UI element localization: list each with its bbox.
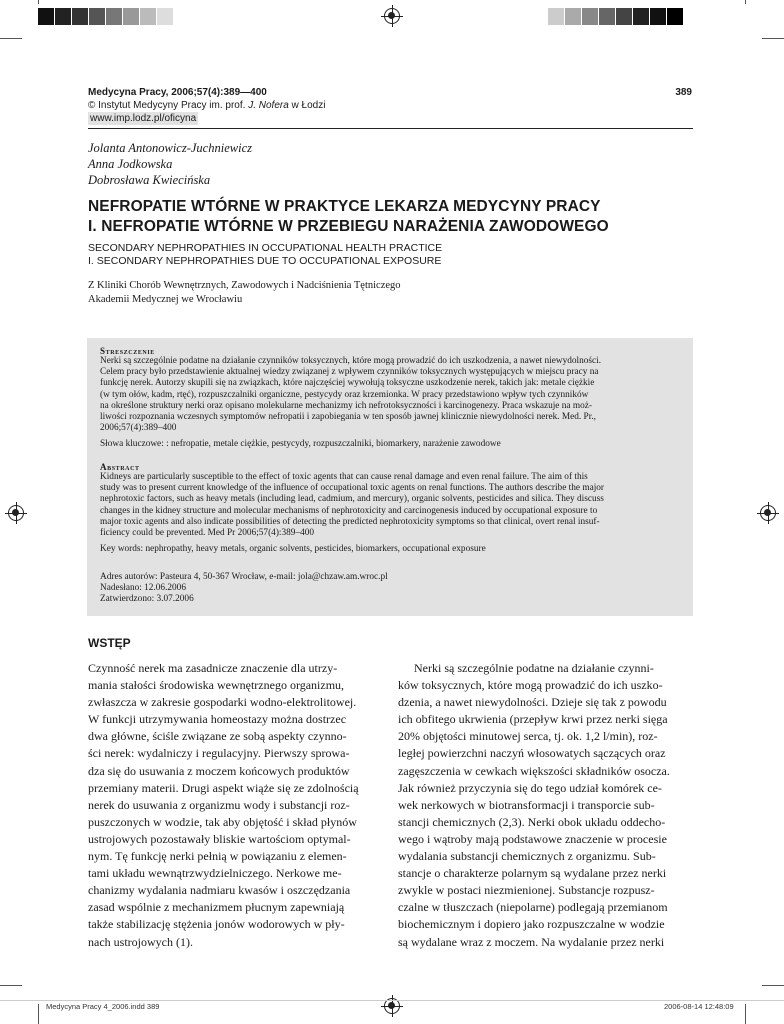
crop-mark — [762, 38, 784, 39]
article-title-english: SECONDARY NEPHROPATHIES IN OCCUPATIONAL HEALTH PRACTICE I. SECONDARY NEPHROPATHIES DUE TO OCCUPATIONAL EXPOSURE — [88, 242, 443, 267]
accepted-date: Zatwierdzono: 3.07.2006 — [100, 594, 194, 605]
journal-website-link[interactable]: www.imp.lodz.pl/oficyna — [90, 113, 197, 124]
copyright-line: © Instytut Medycyny Pracy im. prof. J. Nofera w Łodzi — [88, 100, 326, 111]
registration-mark-top-icon — [384, 8, 400, 24]
keywords: Key words: nephropathy, heavy metals, organic solvents, pesticides, biomarkers, occupational exposure — [100, 544, 486, 555]
footer-timestamp: 2006-08-14 12:48:09 — [664, 1002, 734, 1011]
keywords: Słowa kluczowe: : nefropatie, metale ciężkie, pestycydy, rozpuszczalniki, biomarkery, narażenie zawodowe — [100, 439, 501, 450]
abstract-text: Nerki są szczególnie podatne na działanie czynników toksycznych, które mogą prowadzić do ich uszkodzenia, a nawet niewydolności. Celem pracy było przedstawienie aktualnej wiedzy związanej z wpływem czynników toksycznych występujących w miejscu pracy na funkcję nerek. Autorzy skupili się na związkach, które najczęściej wywołują toksyczne uszkodzenie nerek, takich jak: metale ciężkie (w tym ołów, kadm, rtęć), rozpuszczalniki organiczne, pestycydy oraz krzemionka. W pracy przedstawiono wpływ tych czynników na określone struktury nerki oraz opisano molekularne mechanizmy ich nefrotoksyczności i karcinogenezy. Praca wskazuje na moż- liwości rozpoznania wczesnych symptomów nefropatii i zapobiegania w ten sposób jawnej klinicznie niewydolności nerek. Med. Pr., 2006;57(4):389–400 — [100, 356, 602, 434]
author: Jolanta Antonowicz-Juchniewicz — [88, 141, 252, 155]
crop-mark — [38, 0, 39, 4]
page-number: 389 — [675, 87, 692, 98]
crop-mark — [0, 985, 22, 986]
registration-bar-left — [38, 8, 174, 25]
registration-mark-left-icon — [8, 505, 24, 521]
crop-mark — [745, 1004, 746, 1024]
author-address: Adres autorów: Pasteura 4, 50-367 Wrocław, e-mail: jola@chzaw.am.wroc.pl — [100, 572, 388, 582]
crop-mark — [745, 0, 746, 4]
abstract-box — [87, 338, 693, 616]
journal-citation: Medycyna Pracy, 2006;57(4):389—400 — [88, 87, 267, 98]
body-column-left: Czynność nerek ma zasadnicze znaczenie dla utrzy- mania stałości środowiska wewnętrznego organizmu, zwłaszcza w zakresie gospodarki wodno-elektrolitowej. W funkcji utrzymywania homeostazy można dostrzec dwa główne, ściśle związane ze sobą aspekty czynno- ści nerek: wydalniczy i regulacyjny. Pierwszy sprowa- dza się do usuwania z moczem końcowych produktów przemiany materii. Drugi aspekt wiąże się ze zdolnością nerek do usuwania z organizmu wody i substancji roz- puszczonych w wodzie, tak aby objętość i skład płynów ustrojowych pozostawały bliskie wartościom optymal- nym. Tę funkcję nerki pełnią w powiązaniu z elemen- tami układu wewnątrzwydzielniczego. Nerkowe me- chanizmy wydalania nadmiaru kwasów i oszczędzania zasad wspólnie z mechanizmem płucnym zapewniają także stabilizację stężenia jonów wodorowych w pły- nach ustrojowych (1). — [88, 661, 359, 949]
received-date: Nadesłano: 12.06.2006 — [100, 583, 186, 594]
registration-bar-right — [548, 8, 684, 25]
crop-mark — [762, 985, 784, 986]
correspondence — [100, 572, 680, 606]
author-list — [88, 140, 252, 188]
abstract-polish — [100, 346, 680, 451]
registration-mark-right-icon — [760, 505, 776, 521]
footer-rule — [0, 1000, 784, 1001]
body-column-right: Nerki są szczególnie podatne na działanie czynni- ków toksycznych, które mogą prowadzić do ich uszko- dzenia, a nawet niewydolności. Dzieje się tak z powodu ich obfitego ukrwienia (przepływ krwi przez nerki sięga 20% objętości minutowej serca, tj. ok. 1,2 l/min), roz- ległej powierzchni naczyń włosowatych sączących oraz zagęszczenia w cewkach większości składników osocza. Jak również przyczynia się do tego udział komórek ce- wek nerkowych w biotransformacji i transporcie sub- stancji chemicznych (2,3). Nerki obok układu oddecho- wego i wątroby mają podstawowe znaczenie w procesie wydalania substancji chemicznych z organizmu. Sub- stancje o charakterze polarnym są wydalane przez nerki zwykle w postaci niezmienionej. Substancje rozpusz- czalne w tłuszczach (niepolarne) podlegają przemianom biochemicznym i dopiero jako rozpuszczalne w wodzie są wydalane wraz z moczem. Na wydalanie przez nerki — [398, 661, 670, 949]
affiliation: Z Kliniki Chorób Wewnętrznych, Zawodowych i Nadciśnienia Tętniczego Akademii Medycznej we Wrocławiu — [88, 280, 401, 305]
abstract-heading: Streszczenie — [100, 346, 155, 356]
section-heading: WSTĘP — [88, 636, 131, 650]
crop-mark — [0, 38, 22, 39]
author: Anna Jodkowska — [88, 157, 173, 171]
author: Dobrosława Kwiecińska — [88, 173, 211, 187]
header-rule — [88, 128, 693, 129]
abstract-heading: Abstract — [100, 462, 140, 472]
footer-filename: Medycyna Pracy 4_2006.indd 389 — [46, 1002, 160, 1011]
abstract-text: Kidneys are particularly susceptible to the effect of toxic agents that can cause renal damage and even renal failure. The aim of this study was to present current knowledge of the influence of occupational toxic agents on renal functions. The authors describe the major nephrotoxic factors, such as heavy metals (including lead, cadmium, and mercury), organic solvents, pesticides and silica. They discuss changes in the kidney structure and molecular mechanisms of nephrotoxicity and carcinogenesis induced by occupational exposure to major toxic agents and also indicate possibilities of detecting the predicted nephrotoxicity symptoms so that clinical, overt renal insuf- ficiency could be prevented. Med Pr 2006;57(4):389–400 — [100, 472, 605, 539]
article-title: NEFROPATIE WTÓRNE W PRAKTYCE LEKARZA MEDYCYNY PRACY I. NEFROPATIE WTÓRNE W PRZEBIEGU NARAŻENIA ZAWODOWEGO — [88, 198, 609, 235]
abstract-english — [100, 462, 680, 555]
crop-mark — [38, 1004, 39, 1024]
